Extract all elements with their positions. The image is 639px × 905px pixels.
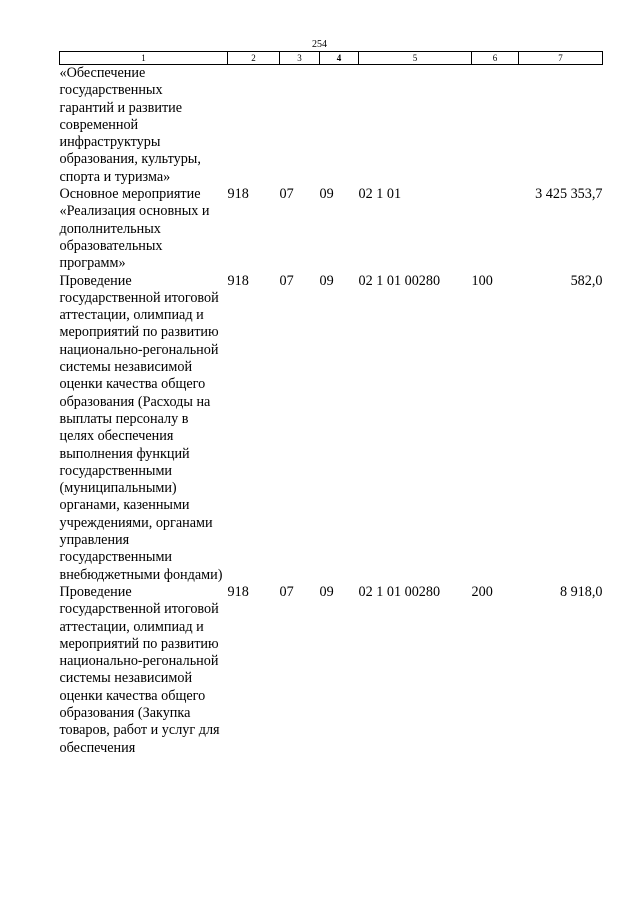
table-row: [60, 65, 603, 187]
row-vr: 100: [471, 272, 493, 289]
row-pr: 09: [319, 186, 334, 203]
row-sum: 3 425 353,7: [535, 186, 603, 203]
row-csr: 02 1 01 00280: [358, 272, 441, 289]
row-rz: 07: [279, 186, 294, 203]
column-header-7: 7: [519, 52, 603, 65]
row-rz: 07: [279, 583, 294, 600]
row-ved: 918: [227, 186, 249, 203]
table-row: [60, 584, 603, 757]
row-name: Проведение государственной итоговой аттестации, олимпиад и мероприятий по развитию национально-регональной системы независимой оценки качества общего образования (Закупка товаров, работ и услуг для обеспечения: [59, 583, 220, 756]
page-number: 254: [312, 39, 327, 50]
row-sum: 8 918,0: [559, 583, 603, 600]
row-sum: 582,0: [570, 272, 603, 289]
row-ved: 918: [227, 272, 249, 289]
row-pr: 09: [319, 272, 334, 289]
column-header-5: 5: [359, 52, 472, 65]
row-csr: 02 1 01: [358, 186, 402, 203]
column-header-4: 4: [320, 52, 359, 65]
row-ved: [228, 65, 280, 187]
table-row: [60, 273, 603, 584]
row-name: «Обеспечение государственных гарантий и развитие современной инфраструктуры образования, культуры, спорта и туризма»: [59, 65, 201, 185]
row-csr: 02 1 01 00280: [358, 583, 441, 600]
row-csr: [359, 65, 472, 187]
budget-table: [59, 51, 603, 757]
row-name: Основное мероприятие «Реализация основных и дополнительных образовательных программ»: [59, 186, 210, 272]
row-rz: [280, 65, 320, 187]
column-header-1: 1: [60, 52, 228, 65]
column-number-header-row: [60, 52, 603, 65]
row-vr: 200: [471, 583, 493, 600]
column-header-6: 6: [472, 52, 519, 65]
row-pr: [320, 65, 359, 187]
row-ved: 918: [227, 583, 249, 600]
row-sum: [519, 65, 603, 187]
row-rz: 07: [279, 272, 294, 289]
row-pr: 09: [319, 583, 334, 600]
table-row: [60, 186, 603, 272]
row-vr: [472, 65, 519, 187]
row-vr: [472, 186, 519, 272]
row-name: Проведение государственной итоговой аттестации, олимпиад и мероприятий по развитию национально-регональной системы независимой оценки качества общего образования (Расходы на выплаты персоналу в целях обеспечения выполнения функций государственными (муниципальными) органами, казенными учреждениями, органами управления государственными внебюджетными фондами): [59, 272, 223, 583]
column-header-2: 2: [228, 52, 280, 65]
column-header-3: 3: [280, 52, 320, 65]
